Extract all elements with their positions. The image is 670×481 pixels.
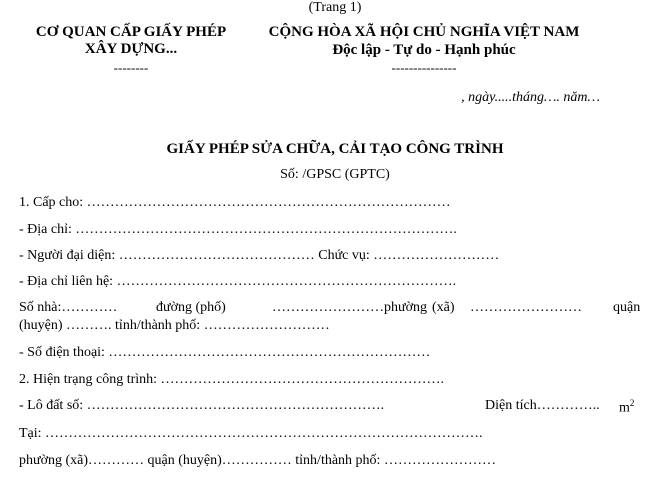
field-ward-label: (xã) [432,300,455,315]
field-street-fill: ……………………phường [272,300,427,315]
field-phone: - Số điện thoại: …………………………………………………………… [19,345,431,360]
motto-divider: --------------- [391,60,457,75]
section-current-state: 2. Hiện trạng công trình: ……………………………………………………. [19,372,445,387]
field-representative: - Người đại diện: …………………………………… Chức vụ: ……………………… [19,248,500,263]
field-location: Tại: …………………………………………………………………………………. [19,426,483,441]
field-street-label: đường (phố) [156,300,226,315]
field-house-number: Số nhà:………… [19,300,118,315]
field-district-label: quận [613,300,641,315]
agency-divider: -------- [113,60,149,75]
field-address: - Địa chỉ: ………………………………………………………………………. [19,222,457,237]
field-area: Diện tích………….. [485,398,600,413]
issuing-agency-line1: CƠ QUAN CẤP GIẤY PHÉP [35,24,227,40]
field-area-unit: $m^2$ [619,398,635,416]
national-title: CỘNG HÒA XÃ HỘI CHỦ NGHĨA VIỆT NAM [268,24,580,40]
field-district-province: (huyện) ………. tỉnh/thành phố: ……………………… [19,318,330,333]
field-land-lot: - Lô đất số: ………………………………………………………. [19,398,385,413]
field-ward-fill: …………………… [470,300,582,315]
field-issued-to: 1. Cấp cho: …………………………………………………………………… [19,195,451,210]
page-number: (Trang 1) [308,0,362,15]
area-unit-superscript: 2 [629,398,635,408]
document-number: Số: /GPSC (GPTC) [280,167,390,182]
field-location-line2: phường (xã)………… quận (huyện)…………… tỉnh/thành phố: …………………… [19,453,496,468]
national-motto: Độc lập - Tự do - Hạnh phúc [332,42,516,58]
document-title: GIẤY PHÉP SỬA CHỮA, CẢI TẠO CÔNG TRÌNH [166,141,504,157]
issuing-agency-line2: XÂY DỰNG... [84,41,178,57]
field-contact-address: - Địa chỉ liên hệ: ………………………………………………………………. [19,274,457,289]
date-line: , ngày.....tháng…. năm… [461,90,600,105]
